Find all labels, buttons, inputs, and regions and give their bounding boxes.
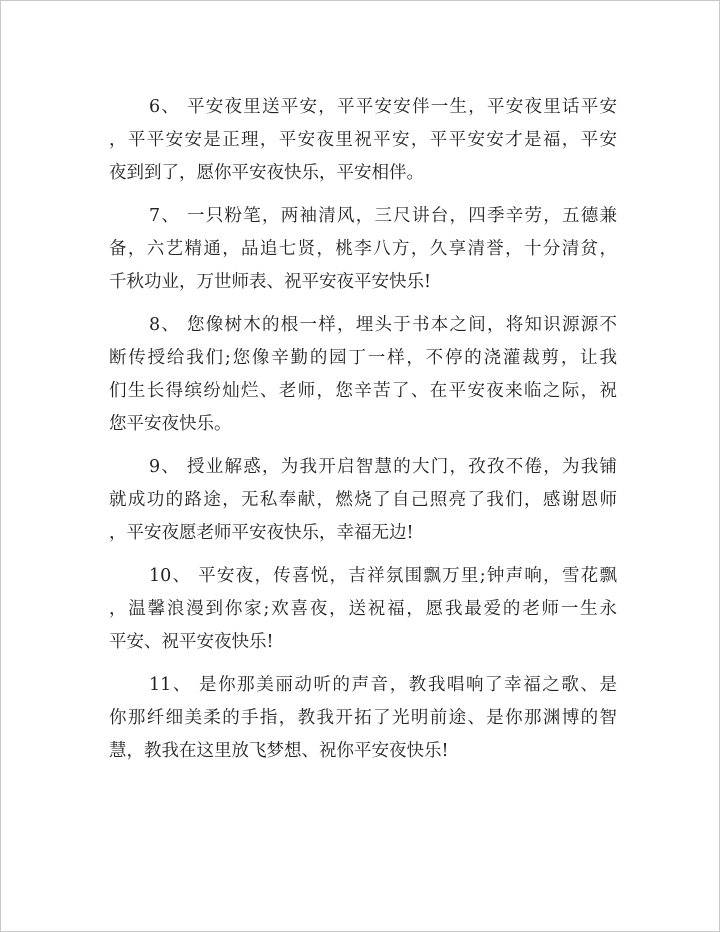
text-line: 10、 平安夜，传喜悦，吉祥氛围飘万里;钟声响，雪花飘: [149, 566, 617, 586]
text-line: ，平安夜愿老师平安夜快乐，幸福无边!: [109, 523, 414, 543]
text-line: 8、 您像树木的根一样，埋头于书本之间，将知识源源不: [149, 315, 617, 335]
text-line: 6、 平安夜里送平安，平平安安伴一生，平安夜里话平安: [149, 97, 617, 117]
text-line: 慧，教我在这里放飞梦想、祝你平安夜快乐!: [109, 741, 449, 761]
paragraph-7: [109, 200, 617, 299]
paragraph-9: [109, 451, 617, 550]
text-line: 平安、祝平安夜快乐!: [109, 632, 274, 652]
text-line: 9、 授业解惑，为我开启智慧的大门，孜孜不倦，为我铺: [149, 457, 617, 477]
text-line: 断传授给我们;您像辛勤的园丁一样，不停的浇灌裁剪，让我: [109, 348, 617, 368]
text-line: ，温馨浪漫到你家;欢喜夜，送祝福，愿我最爱的老师一生永: [109, 599, 617, 619]
text-line: 7、 一只粉笔，两袖清风，三尺讲台，四季辛劳，五德兼: [149, 206, 617, 226]
text-line: 们生长得缤纷灿烂、老师，您辛苦了、在平安夜来临之际，祝: [109, 381, 617, 401]
paragraph-8: [109, 309, 617, 441]
text-line: 夜到到了，愿你平安夜快乐，平安相伴。: [109, 163, 424, 183]
text-line: ，平平安安是正理，平安夜里祝平安，平平安安才是福，平安: [109, 130, 617, 150]
text-line: 千秋功业，万世师表、祝平安夜平安快乐!: [109, 272, 432, 292]
text-line: 你那纤细美柔的手指，教我开拓了光明前途、是你那渊博的智: [109, 708, 617, 728]
text-line: 您平安夜快乐。: [109, 414, 232, 434]
document-body: [109, 91, 617, 778]
text-line: 就成功的路途，无私奉献，燃烧了自己照亮了我们，感谢恩师: [109, 490, 617, 510]
paragraph-6: [109, 91, 617, 190]
paragraph-10: [109, 560, 617, 659]
text-line: 11、 是你那美丽动听的声音，教我唱响了幸福之歌、是: [149, 675, 617, 695]
text-line: 备，六艺精通，品追七贤，桃李八方，久享清誉，十分清贫，: [109, 239, 617, 259]
paragraph-11: [109, 669, 617, 768]
